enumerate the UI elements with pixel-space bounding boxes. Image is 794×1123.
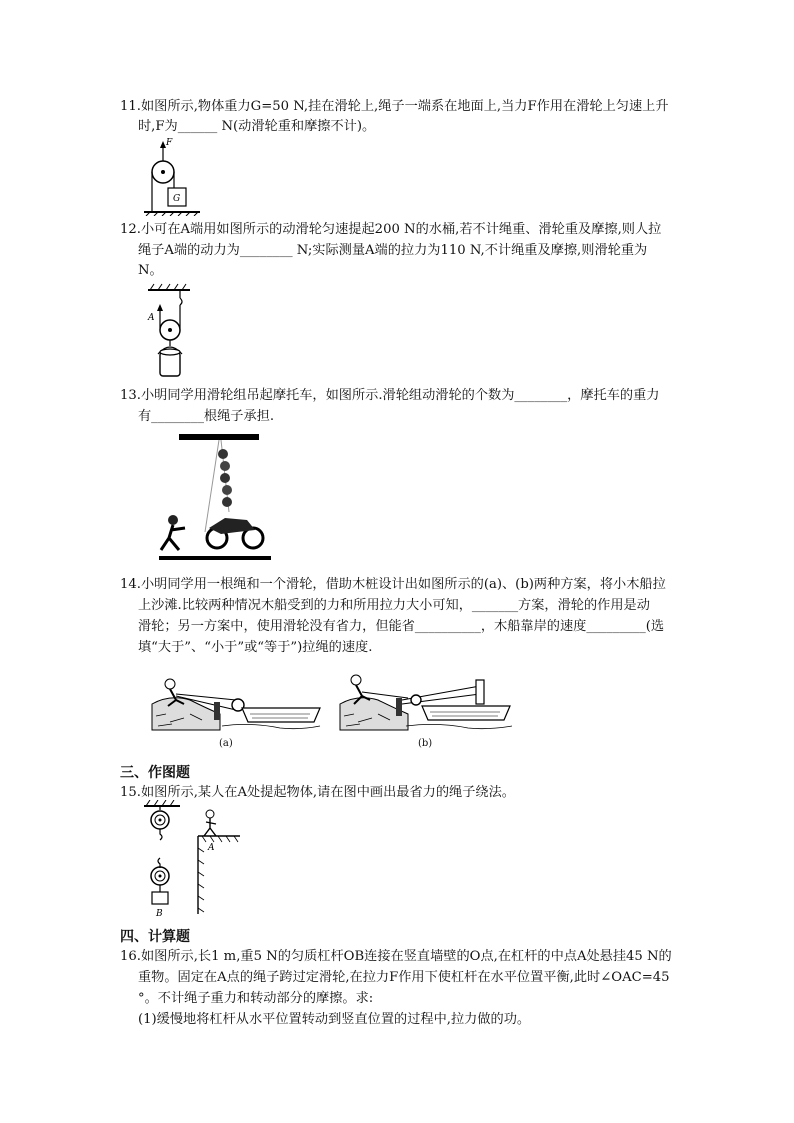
q14-line3: 滑轮；另一方案中，使用滑轮没有省力，但能省__________，木船靠岸的速度_________(选 [138, 619, 665, 634]
q14-caption-b: (b) [418, 738, 433, 749]
section-calculation-title: 四、计算题 [120, 929, 190, 945]
q11-line2: 时,F为______ N(动滑轮重和摩擦不计)。 [138, 119, 376, 134]
q13-motorcycle-figure [155, 432, 275, 566]
q11-label-g: G [173, 194, 181, 204]
q15-line1: 15.如图所示,某人在A处提起物体,请在图中画出最省力的绳子绕法。 [120, 785, 515, 800]
q14-line1: 14.小明同学用一根绳和一个滑轮，借助木桩设计出如图所示的(a)、(b)两种方案，将小木船拉 [120, 577, 666, 592]
q16-line3: °。不计绳子重力和转动部分的摩擦。求: [138, 991, 374, 1006]
q11-line1: 11.如图所示,物体重力G=50 N,挂在滑轮上,绳子一端系在地面上,当力F作用在滑轮上匀速上升 [120, 99, 669, 114]
q12-line1: 12.小可在A端用如图所示的动滑轮匀速提起200 N的水桶,若不计绳重、滑轮重及摩擦,则人拉 [120, 222, 662, 237]
q14-scheme-a-figure [150, 664, 322, 734]
q16-line1: 16.如图所示,长1 m,重5 N的匀质杠杆OB连接在竖直墙壁的O点,在杠杆的中点A处悬挂45 N的 [120, 949, 672, 964]
q15-label-a: A [208, 843, 215, 853]
q16-line4: (1)缓慢地将杠杆从水平位置转动到竖直位置的过程中,拉力做的功。 [138, 1012, 531, 1027]
q15-label-b: B [156, 909, 163, 918]
q12-line3: N。 [138, 263, 163, 278]
q14-line4: 填“大于”、“小于”或“等于”)拉绳的速度. [138, 640, 373, 655]
q12-pulley-figure [142, 280, 194, 380]
q12-label-a: A [148, 313, 155, 323]
q16-line2: 重物。固定在A点的绳子跨过定滑轮,在拉力F作用下使杠杆在水平位置平衡,此时∠OAC=45 [138, 970, 670, 985]
q14-line2: 上沙滩.比较两种情况木船受到的力和所用拉力大小可知，_______方案，滑轮的作用是动 [138, 598, 650, 613]
q13-line1: 13.小明同学用滑轮组吊起摩托车，如图所示.滑轮组动滑轮的个数为________，摩托车的重力 [120, 388, 660, 403]
q11-pulley-figure [140, 136, 204, 216]
q12-line2: 绳子A端的动力为________ N;实际测量A端的拉力为110 N,不计绳重及摩擦,则滑轮重为 [138, 243, 648, 258]
q11-label-f: F [166, 138, 173, 148]
q14-scheme-b-figure [338, 664, 514, 734]
section-drawing-title: 三、作图题 [120, 765, 190, 781]
q15-pulley-figure [140, 800, 250, 918]
q14-caption-a: (a) [219, 738, 233, 749]
q13-line2: 有________根绳子承担. [138, 409, 275, 424]
